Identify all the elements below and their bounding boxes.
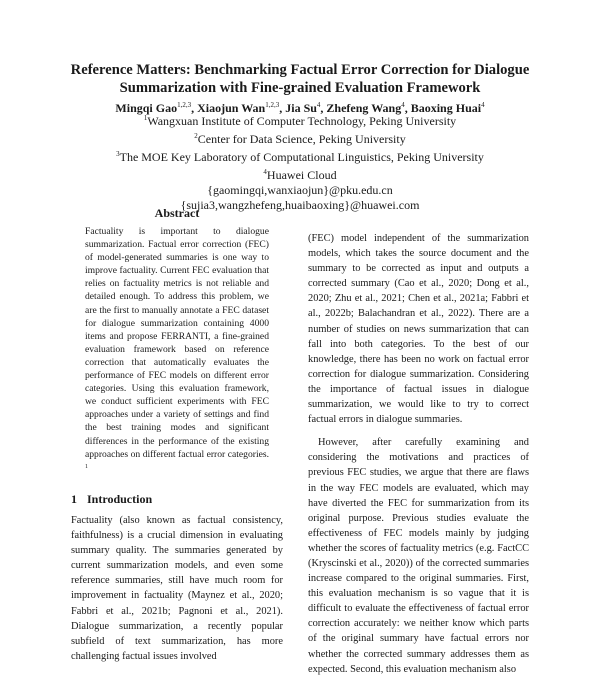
affiliation-text: Center for Data Science, Peking University [197,132,406,146]
author-name: Zhefeng Wang [326,101,402,115]
title-line-2: Summarization with Fine-grained Evaluation Framework [119,80,481,96]
right-column [308,231,529,677]
affiliation [40,165,560,183]
author-name: Jia Su [285,101,317,115]
affiliation-mark: 1 [143,114,148,122]
author-affil-mark: 4 [481,101,485,109]
author-name: Baoxing Huai [410,101,482,115]
author-affil-mark: 1,2,3 [265,101,280,109]
intro-paragraph-1: Factuality (also known as factual consistency, faithfulness) is a crucial dimension in evaluating summary quality. The summaries generated by current summarization models, and even some reference summaries, still have much room for improvement in factuality (Maynez et al., 2020; Fabbri et al., 2021b; Pagnoni et al., 2021). Dialogue summarization, a recently popular subfield of text summarization, has more challenging factual issues involved [71,514,283,662]
author-name: Xiaojun Wan [197,101,266,115]
title-line-1: Reference Matters: Benchmarking Factual Error Correction for Dialogue [70,62,530,78]
abstract-body: Factuality is important to dialogue summarization. Factual error correction (FEC) of model-generated summaries is one way to improve factuality. Current FEC evaluation that relies on factuality metrics is not reliable and detailed enough. To address this problem, we are the first to manually annotate a FEC dataset for dialogue summarization containing 4000 items and propose FERRANTI, a fine-grained evaluation framework based on reference correction that automatically evaluates the performance of FEC models on different error categories. Using this evaluation framework, we conduct sufficient experiments with FEC approaches under a variety of settings and find the best training modes and significant differences in the performance of the existing approaches on different factual error categories. [85,226,269,460]
abstract-heading: Abstract [154,206,200,220]
email-line: {gaomingqi,wanxiaojun}@pku.edu.cn [207,183,393,197]
affiliation [40,129,560,147]
intro-paragraph-2: However, after carefully examining and considering the motivations and practices of previous FEC studies, we argue that there are flaws in the way FEC models are evaluated, which may have diverted the FEC for summarization from its original purpose. Previous studies evaluate the effectiveness of FEC models mainly by judging whether the scores of factuality metrics (e.g. FactCC (Kryscinski et al., 2020)) of the corrected summaries increase compared to the original summaries. First, this evaluation mechanism is so vague that it is difficult to evaluate the effectiveness of factual error correction accurately: we neither know which parts of the original summary have factual errors nor whether the corrected summary addresses them as expected. Second, this evaluation mechanism also [308,437,529,675]
affiliation-mark: 2 [194,132,198,140]
intro-paragraph-1-continued: (FEC) model independent of the summarization models, which takes the source document and the summary to be corrected as input and outputs a corrected summary (Cao et al., 2020; Dong et al., 2020; Zhu et al., 2021; Chen et al., 2021a; Fabbri et al., 2022b; Balachandran et al., 2022). There are a number of studies on news summarization that can fall into both categories. To the best of our knowledge, there has been no work on factual error correction for dialogue summarization. Considering the importance of factual issues in dialogue summarization, we would like to try to correct factual errors in dialogue summaries. [308,233,529,426]
affiliation [40,147,560,165]
section-heading-introduction [71,492,283,506]
email-line: {sujia3,wangzhefeng,huaibaoxing}@huawei.com [180,198,420,212]
author-name: Mingqi Gao [115,101,178,115]
affiliation [40,111,560,129]
affiliation-mark: 3 [116,150,120,158]
author-list: Mingqi Gao$^{1,2,3}$, Xiaojun Wan$^{1,2,3}$, Jia Su$^4$, Zhefeng Wang$^4$, Baoxing Huai$^4$ [115,101,485,115]
section-title: Introduction [87,491,153,506]
affiliation-text: Huawei Cloud [266,168,337,182]
section-number: 1 [71,491,77,506]
author-affil-mark: 1,2,3 [177,101,192,109]
abstract-text [85,225,269,476]
affiliation-text: Wangxuan Institute of Computer Technology, Peking University [147,114,457,128]
author-affil-mark: 4 [316,101,321,109]
left-column [71,206,283,664]
footnote-marker: 1 [85,463,88,470]
affiliation-mark: 4 [263,168,267,176]
affiliations [40,111,560,213]
affiliation-text: The MOE Key Laboratory of Computational Linguistics, Peking University [119,150,484,164]
author-affil-mark: 4 [401,101,405,109]
paper-title [40,61,560,97]
